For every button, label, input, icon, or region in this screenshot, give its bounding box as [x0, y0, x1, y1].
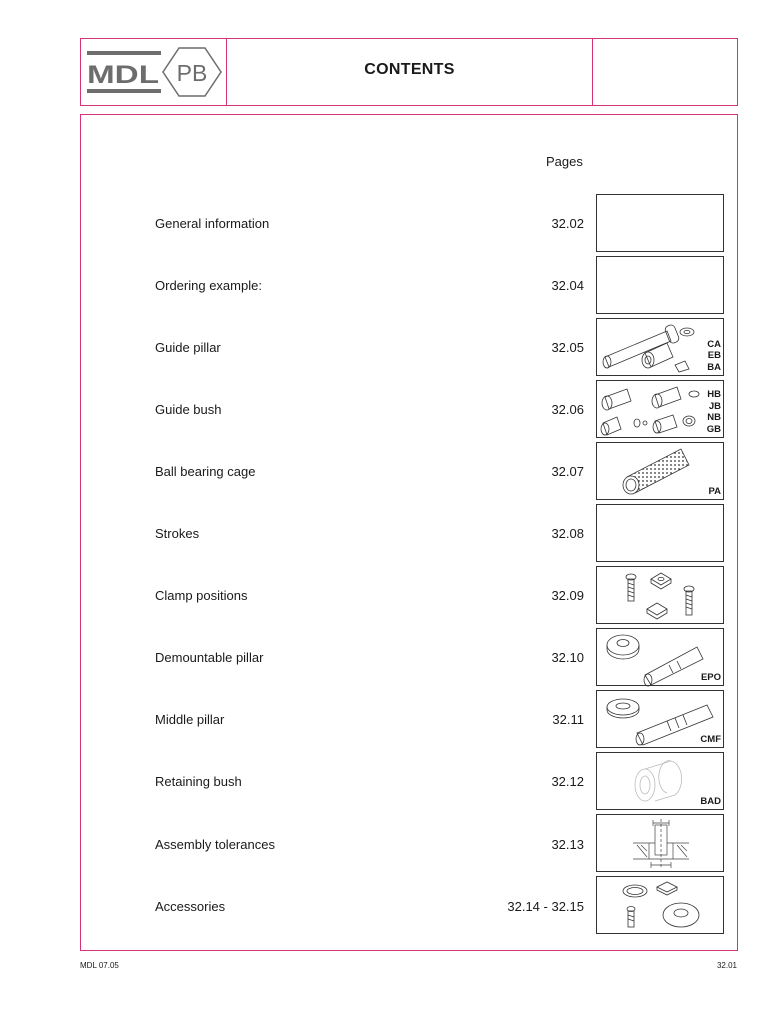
- toc-page-strokes[interactable]: 32.08: [551, 526, 584, 541]
- thumbnail-blank: [596, 256, 724, 314]
- toc-page-ball-bearing-cage[interactable]: 32.07: [551, 464, 584, 479]
- toc-item-assembly-tolerances[interactable]: Assembly tolerances: [155, 837, 275, 852]
- toc-page-guide-pillar[interactable]: 32.05: [551, 340, 584, 355]
- toc-page-accessories[interactable]: 32.14 - 32.15: [507, 899, 584, 914]
- toc-item-general-information[interactable]: General information: [155, 216, 270, 231]
- page-title: CONTENTS: [364, 61, 455, 78]
- toc-item-ordering-example[interactable]: Ordering example:: [155, 278, 262, 293]
- clamp-icon: [597, 567, 725, 625]
- footer-document-code: MDL 07.05: [80, 961, 119, 970]
- header-table: [80, 38, 738, 106]
- toc-item-demountable-pillar[interactable]: Demountable pillar: [155, 650, 264, 665]
- thumbnail-middle-pillar: [596, 690, 724, 748]
- guide-pillar-icon: [597, 319, 725, 377]
- product-codes: BAD: [700, 795, 721, 807]
- product-codes: HB JB NB GB: [706, 389, 721, 435]
- toc-page-demountable-pillar[interactable]: 32.10: [551, 650, 584, 665]
- accessories-icon: [597, 877, 725, 935]
- svg-text:PB: PB: [176, 60, 208, 86]
- thumbnail-demountable-pillar: [596, 628, 724, 686]
- product-codes: PA: [708, 485, 721, 497]
- svg-text:MDL: MDL: [87, 61, 159, 89]
- thumbnail-assembly-tolerances: [596, 814, 724, 872]
- logo-cell: [81, 39, 227, 105]
- toc-page-clamp-positions[interactable]: 32.09: [551, 588, 584, 603]
- product-codes: EPO: [700, 671, 721, 683]
- product-codes: CMF: [700, 733, 721, 745]
- pages-column-heading: Pages: [546, 154, 583, 169]
- mdl-pb-logo: [81, 39, 227, 105]
- toc-page-general-information[interactable]: 32.02: [551, 216, 584, 231]
- toc-page-guide-bush[interactable]: 32.06: [551, 402, 584, 417]
- toc-item-accessories[interactable]: Accessories: [155, 899, 226, 914]
- thumbnail-clamp-positions: [596, 566, 724, 624]
- thumbnail-guide-pillar: [596, 318, 724, 376]
- toc-page-ordering-example[interactable]: 32.04: [551, 278, 584, 293]
- toc-item-ball-bearing-cage[interactable]: Ball bearing cage: [155, 464, 256, 479]
- thumbnail-blank: [596, 194, 724, 252]
- toc-page-middle-pillar[interactable]: 32.11: [552, 712, 584, 727]
- toc-item-guide-bush[interactable]: Guide bush: [155, 402, 222, 417]
- product-codes: CA EB BA: [707, 338, 721, 373]
- tolerance-drawing-icon: [597, 815, 725, 873]
- toc-item-clamp-positions[interactable]: Clamp positions: [155, 588, 248, 603]
- thumbnail-retaining-bush: [596, 752, 724, 810]
- toc-item-retaining-bush[interactable]: Retaining bush: [155, 774, 242, 789]
- footer-page-number: 32.01: [716, 961, 737, 970]
- toc-item-guide-pillar[interactable]: Guide pillar: [155, 340, 221, 355]
- thumbnail-ball-bearing-cage: [596, 442, 724, 500]
- thumbnail-accessories: [596, 876, 724, 934]
- toc-item-middle-pillar[interactable]: Middle pillar: [155, 712, 225, 727]
- toc-page-retaining-bush[interactable]: 32.12: [551, 774, 584, 789]
- title-cell: [227, 39, 593, 105]
- toc-item-strokes[interactable]: Strokes: [155, 526, 200, 541]
- thumbnail-guide-bush: [596, 380, 724, 438]
- toc-page-assembly-tolerances[interactable]: 32.13: [551, 837, 584, 852]
- ball-cage-icon: [597, 443, 725, 501]
- thumbnail-blank: [596, 504, 724, 562]
